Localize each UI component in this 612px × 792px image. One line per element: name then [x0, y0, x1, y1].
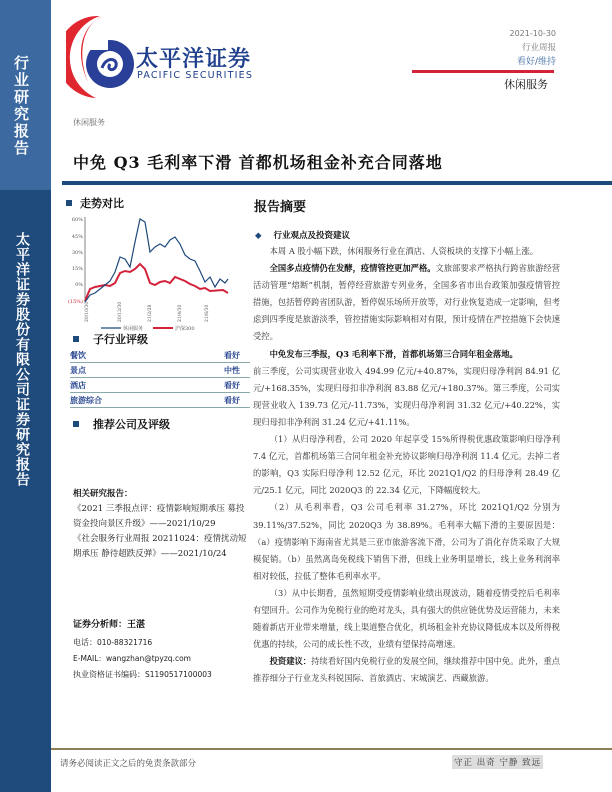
footer-divider: [51, 748, 612, 750]
industry-rating: 看好/维持: [516, 57, 556, 67]
logo-name-en: PACIFIC SECURITIES: [137, 70, 254, 81]
svg-text:15%: 15%: [71, 266, 83, 272]
trend-line-chart: [63, 207, 248, 332]
y-axis-labels: [68, 217, 83, 305]
summary-title: 报告摘要: [254, 200, 307, 215]
recommend-heading-text: 推荐公司及评级: [93, 418, 170, 431]
paragraph: 本周 A 股小幅下跌，休闲服务行业在酒店、人资板块的支撑下小幅上涨。: [269, 246, 539, 256]
report-type: 行业周报: [521, 43, 556, 53]
trend-chart: [63, 207, 248, 332]
table-row: 餐饮 看好: [70, 348, 250, 363]
svg-text:20/10/30: 20/10/30: [85, 301, 90, 322]
header-divider: [412, 70, 554, 73]
viewpoint-heading: ◆ 行业观点及投资建议: [255, 231, 351, 241]
sh300-series: [85, 264, 228, 301]
related-reports: [73, 487, 248, 562]
svg-text:30%: 30%: [71, 250, 83, 256]
svg-text:沪深300: 沪深300: [175, 326, 195, 332]
x-axis-labels: [84, 302, 210, 322]
svg-text:20/12/30: 20/12/30: [118, 301, 123, 322]
analyst-info: [73, 617, 253, 683]
svg-text:21/6/30: 21/6/30: [205, 304, 210, 322]
svg-text:21/4/30: 21/4/30: [178, 304, 183, 322]
report-title: 中免 Q3 毛利率下滑 首都机场租金补充合同落地: [73, 153, 443, 172]
title-divider: [62, 181, 612, 185]
recommend-heading: [73, 416, 170, 432]
company-logo: [66, 12, 266, 102]
paragraph: （3）从中长期看，虽然短期受疫情影响业绩出现波动，随着疫情受控后毛利率有望回升。公司作为免税行业的绝对龙头，具有强大的供应链优势及运营能力，未来随着新店开业带来增量，线上渠道整合优化，机场租金补充协议降低成本以及所得税优惠的持续，公司的成长性不改，业绩有望保持高增速。: [253, 587, 560, 650]
diamond-bullet-icon: ◆: [255, 231, 262, 241]
sidebar-company-label: 太平洋证券股份有限公司证券研究报告: [14, 232, 30, 487]
sector-label: 休闲服务: [504, 78, 548, 91]
analyst-email[interactable]: E-MAIL：wangzhan@tpyzq.com: [73, 654, 191, 663]
square-bullet-icon: [73, 336, 79, 342]
related-report-link[interactable]: 《2021 三季报点评：疫情影响短期承压 募投资金投向景区升级》——2021/10/29: [73, 504, 245, 529]
category-label: 休闲服务: [73, 118, 105, 127]
paragraph: 全国多点疫情仍在发酵，疫情管控更加严格。文旅部要求严格执行跨省旅游经营活动管理“熔断”机制，暂停经营旅游专列业务，全国多省市出台政策加强疫情管控措施，包括暂停跨省团队游，暂停娱乐场所开放等，对行业恢复造成一定影响，但考虑到四季度是旅游淡季，管控措施实际影响相对有限，预计疫情在严控措施下会快速受控。: [253, 263, 561, 342]
report-date: 2021-10-30: [509, 29, 556, 38]
disclaimer-note: 请务必阅读正文之后的免责条款部分: [60, 759, 197, 769]
pacific-logo-icon: [66, 12, 136, 102]
table-row: 景点 中性: [70, 363, 250, 378]
paragraph: （2）从毛利率看，Q3 公司毛利率 31.27%，环比 2021Q1/Q2 分别为 39.11%/37.52%，同比 2020Q3 为 38.89%。毛利率大幅下滑的主要原因是：（a）疫情影响下海南省尤其是三亚市旅游客流下滑，公司为了消化存货采取了大规模促销。（b）虽然离岛免税线下销售下滑，但线上业务明显增长，线上业务利润率相对较低，拉低了整体毛利率水平。: [253, 502, 560, 581]
related-report-link[interactable]: 《社会服务行业周报 20211024：疫情扰动短期承压 静待超跌反弹》——2021/10/24: [73, 534, 247, 559]
trend-heading-text: 走势对比: [80, 197, 124, 210]
paragraph: 投资建议：持续看好国内免税行业的发展空间，继续推荐中国中免。此外，重点推荐细分子行业龙头科锐国际、首旅酒店、宋城演艺、西藏旅游。: [253, 656, 561, 684]
sub-rating-table: [70, 348, 250, 408]
summary-body: [253, 243, 560, 687]
analyst-cert: 执业资格证书编码：S1190517100003: [73, 670, 212, 679]
report-meta: [510, 27, 557, 69]
paragraph: 中免发布三季报，Q3 毛利率下滑，首都机场第三合同年租金落地。: [269, 348, 518, 359]
square-bullet-icon: [66, 200, 72, 206]
svg-text:21/2/28: 21/2/28: [148, 304, 153, 322]
table-row: 旅游综合 看好: [70, 393, 250, 408]
analyst-phone: 电话：010-88321716: [73, 638, 153, 647]
svg-text:休闲服务: 休闲服务: [123, 326, 144, 332]
sub-rating-heading: [73, 331, 148, 347]
sidebar: [0, 0, 51, 792]
svg-text:45%: 45%: [71, 234, 83, 240]
square-bullet-icon: [73, 421, 79, 427]
table-row: 酒店 看好: [70, 378, 250, 393]
sub-rating-heading-text: 子行业评级: [93, 333, 148, 346]
paragraph: 前三季度，公司实现营业收入 494.99 亿元/+40.87%，实现归母净利润 84.91 亿元/+168.35%，实现归母扣非净利润 83.88 亿元/+180.37%。第三季度，公司实现营业收入 139.73 亿元/-11.73%，实现归母净利润 31.32 亿元/+40.22%，实现归母扣非净利润 31.24 亿元/+41.11%。: [253, 365, 560, 427]
company-motto: 守正 出奇 宁静 致远: [452, 755, 543, 769]
logo-name-cn: 太平洋证券: [136, 47, 252, 72]
analyst-name: 证券分析师：王湛: [73, 620, 146, 630]
paragraph: （1）从归母净利看，公司 2020 年起享受 15%所得税优惠政策影响归母净利 7.4 亿元，首都机场第三合同年租金补充协议影响归母净利润 11.4 亿元。去掉二者的影响，Q3 实际归母净利 12.52 亿元，环比 2021Q1/Q2 的归母净利 28.49 亿元/25.1 亿元，同比 2020Q3 的 22.34 亿元，下降幅度较大。: [253, 434, 560, 496]
related-reports-heading: 相关研究报告：: [73, 489, 133, 499]
svg-text:0%: 0%: [75, 282, 83, 288]
sidebar-report-type-label: 行业研究报告: [12, 55, 30, 157]
svg-text:(15%): (15%): [67, 299, 83, 305]
svg-text:60%: 60%: [71, 217, 83, 223]
